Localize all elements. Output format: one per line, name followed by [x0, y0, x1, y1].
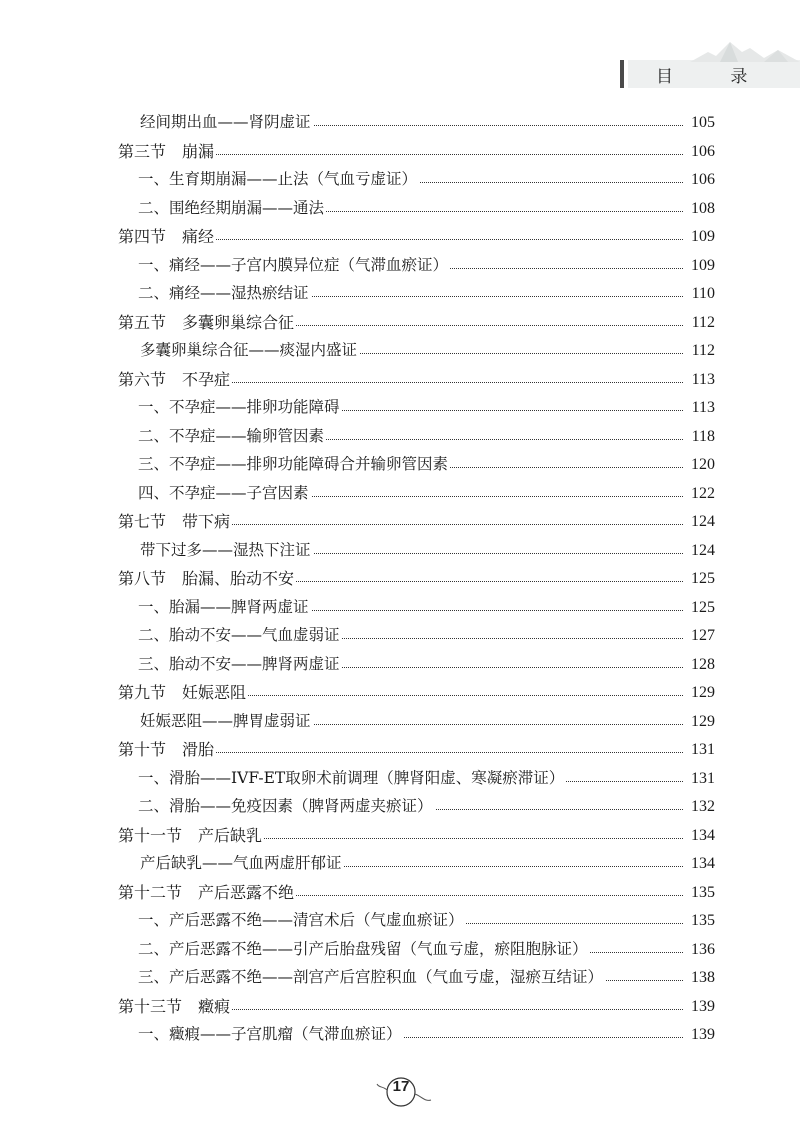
- toc-entry-title: 二、胎动不安——气血虚弱证: [138, 622, 342, 649]
- toc-entry-title: 第四节 痛经: [118, 223, 216, 250]
- toc-subentry: [0, 337, 800, 364]
- toc-entry-page: 136: [685, 936, 715, 963]
- toc-entry-title: 多囊卵巢综合征——痰湿内盛证: [140, 337, 359, 364]
- toc-subentry: [0, 651, 800, 678]
- toc-entry-page: 127: [685, 622, 715, 649]
- toc-subentry: [0, 936, 800, 963]
- toc-section-entry: [0, 138, 800, 165]
- toc-subentry: [0, 252, 800, 279]
- mountain-decoration-icon: [690, 38, 800, 62]
- toc-entry-page: 125: [685, 565, 715, 592]
- toc-entry-title: 三、胎动不安——脾肾两虚证: [138, 651, 342, 678]
- toc-entry-title: 一、不孕症——排卵功能障碍: [138, 394, 342, 421]
- toc-entry-title: 产后缺乳——气血两虚肝郁证: [140, 850, 344, 877]
- toc-entry-title: 三、产后恶露不绝——剖宫产后宫腔积血（气血亏虚，湿瘀互结证）: [138, 964, 605, 991]
- toc-entry-page: 124: [685, 537, 715, 564]
- toc-subentry: [0, 907, 800, 934]
- page-number: 17: [392, 1078, 410, 1095]
- toc-subentry: [0, 280, 800, 307]
- toc-entry-page: 135: [685, 907, 715, 934]
- toc-entry-page: 128: [685, 651, 715, 678]
- toc-entry-title: 二、痛经——湿热瘀结证: [138, 280, 311, 307]
- toc-entry-title: 二、不孕症——输卵管因素: [138, 423, 326, 450]
- toc-entry-page: 129: [685, 708, 715, 735]
- toc-subentry: [0, 708, 800, 735]
- toc-entry-page: 108: [685, 195, 715, 222]
- toc-subentry: [0, 537, 800, 564]
- toc-entry-title: 一、滑胎——IVF-ET取卵术前调理（脾肾阳虚、寒凝瘀滞证）: [138, 765, 566, 792]
- toc-entry-title: 第十二节 产后恶露不绝: [118, 879, 296, 906]
- toc-entry-page: 124: [685, 508, 715, 535]
- toc-subentry: [0, 480, 800, 507]
- toc-entry-page: 135: [685, 879, 715, 906]
- toc-section-entry: [0, 508, 800, 535]
- toc-entry-title: 妊娠恶阻——脾胃虚弱证: [140, 708, 313, 735]
- toc-entry-page: 106: [685, 138, 715, 165]
- toc-entry-page: 110: [685, 280, 715, 307]
- toc-entry-title: 第八节 胎漏、胎动不安: [118, 565, 296, 592]
- toc-entry-page: 105: [685, 109, 715, 136]
- toc-section-entry: [0, 822, 800, 849]
- toc-header: [620, 60, 800, 90]
- toc-entry-page: 139: [685, 1021, 715, 1048]
- toc-entry-page: 132: [685, 793, 715, 820]
- toc-entry-title: 二、围绝经期崩漏——通法: [138, 195, 326, 222]
- toc-entry-page: 134: [685, 850, 715, 877]
- toc-entry-page: 134: [685, 822, 715, 849]
- toc-entry-title: 第十节 滑胎: [118, 736, 216, 763]
- toc-entry-page: 109: [685, 223, 715, 250]
- toc-section-entry: [0, 879, 800, 906]
- toc-entry-title: 第六节 不孕症: [118, 366, 232, 393]
- toc-entry-page: 113: [685, 394, 715, 421]
- toc-entry-title: 第十三节 癥瘕: [118, 993, 232, 1020]
- toc-entry-title: 第九节 妊娠恶阻: [118, 679, 248, 706]
- toc-entry-page: 112: [685, 337, 715, 364]
- toc-subentry: [0, 195, 800, 222]
- toc-subentry: [0, 166, 800, 193]
- toc-subentry: [0, 793, 800, 820]
- toc-section-entry: [0, 679, 800, 706]
- toc-subentry: [0, 451, 800, 478]
- toc-entry-page: 131: [685, 765, 715, 792]
- toc-entry-page: 112: [685, 309, 715, 336]
- toc-entry-title: 带下过多——湿热下注证: [140, 537, 313, 564]
- toc-entry-title: 一、生育期崩漏——止法（气血亏虚证）: [138, 166, 419, 193]
- toc-entry-page: 129: [685, 679, 715, 706]
- toc-entry-title: 第七节 带下病: [118, 508, 232, 535]
- toc-entry-page: 118: [685, 423, 715, 450]
- toc-entry-page: 131: [685, 736, 715, 763]
- toc-entry-title: 一、痛经——子宫内膜异位症（气滞血瘀证）: [138, 252, 450, 279]
- toc-subentry: [0, 622, 800, 649]
- toc-entry-title: 一、胎漏——脾肾两虚证: [138, 594, 311, 621]
- page-number-badge: [375, 1072, 435, 1112]
- header-accent-bar: [620, 60, 624, 88]
- toc-entry-title: 二、产后恶露不绝——引产后胎盘残留（气血亏虚，瘀阻胞脉证）: [138, 936, 590, 963]
- toc-entry-page: 120: [685, 451, 715, 478]
- toc-entry-title: 第三节 崩漏: [118, 138, 216, 165]
- toc-entry-page: 139: [685, 993, 715, 1020]
- toc-subentry: [0, 109, 800, 136]
- toc-entry-title: 经间期出血——肾阴虚证: [140, 109, 313, 136]
- toc-entry-page: 113: [685, 366, 715, 393]
- header-title: 目 录: [656, 67, 774, 87]
- toc-subentry: [0, 394, 800, 421]
- toc-subentry: [0, 850, 800, 877]
- toc-entry-page: 122: [685, 480, 715, 507]
- toc-section-entry: [0, 736, 800, 763]
- toc-entry-title: 二、滑胎——免疫因素（脾肾两虚夹瘀证）: [138, 793, 435, 820]
- toc-subentry: [0, 423, 800, 450]
- toc-subentry: [0, 765, 800, 792]
- toc-section-entry: [0, 309, 800, 336]
- toc-entry-page: 125: [685, 594, 715, 621]
- toc-entry-title: 一、产后恶露不绝——清宫术后（气虚血瘀证）: [138, 907, 466, 934]
- toc-entry-title: 三、不孕症——排卵功能障碍合并输卵管因素: [138, 451, 450, 478]
- toc-entry-title: 第十一节 产后缺乳: [118, 822, 264, 849]
- toc-subentry: [0, 964, 800, 991]
- toc-section-entry: [0, 565, 800, 592]
- toc-subentry: [0, 1021, 800, 1048]
- toc-entry-title: 一、癥瘕——子宫肌瘤（气滞血瘀证）: [138, 1021, 404, 1048]
- toc-entry-page: 109: [685, 252, 715, 279]
- toc-entry-page: 138: [685, 964, 715, 991]
- toc-section-entry: [0, 993, 800, 1020]
- toc-section-entry: [0, 223, 800, 250]
- toc-entry-title: 第五节 多囊卵巢综合征: [118, 309, 296, 336]
- toc-section-entry: [0, 366, 800, 393]
- toc-entry-title: 四、不孕症——子宫因素: [138, 480, 311, 507]
- toc-entry-page: 106: [685, 166, 715, 193]
- toc-subentry: [0, 594, 800, 621]
